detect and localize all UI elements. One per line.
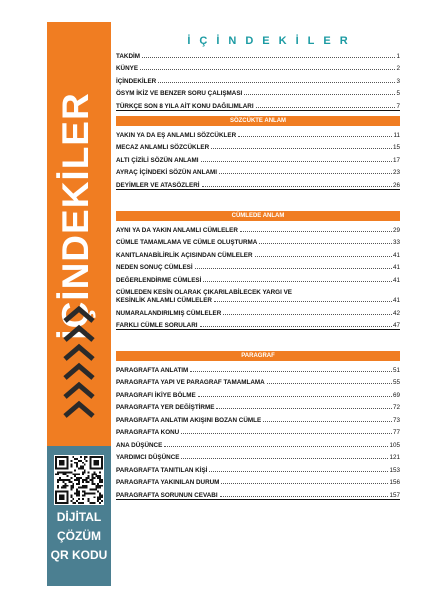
dot-leader (238, 136, 392, 137)
dot-leader (158, 82, 395, 83)
toc-entry-page: 47 (392, 322, 400, 329)
toc-entry (116, 164, 400, 177)
vertical-title: İÇİNDEKİLER (55, 92, 96, 340)
toc-entry-page: 41 (392, 297, 400, 304)
toc-entry-page: 156 (389, 479, 400, 486)
toc-entry (116, 97, 400, 110)
toc-entry-title: FARKLI CÜMLE SORULARI (116, 322, 198, 329)
toc-entry-title: PARAGRAFTA ANLATIM (116, 366, 189, 374)
toc-entry-title: PARAGRAFTA YAPI VE PARAGRAF TAMAMLAMA (116, 379, 265, 386)
section-sozcukte-anlam (116, 116, 400, 190)
dot-leader (221, 483, 388, 484)
toc-entry-title: ALTI ÇİZİLİ SÖZÜN ANLAMI (116, 156, 199, 164)
dot-leader (181, 433, 392, 434)
toc-entry (116, 259, 400, 272)
dot-leader (244, 94, 395, 95)
toc-entry (116, 399, 400, 412)
divider (116, 499, 400, 500)
toc-entry-title: TAKDİM (116, 52, 141, 60)
toc-entry (116, 221, 400, 234)
dot-leader (164, 446, 388, 447)
dot-leader (267, 383, 392, 384)
section-paragraf (116, 351, 400, 500)
chevron-icon (65, 385, 93, 397)
toc-entry-page: 41 (392, 276, 400, 284)
dot-leader (142, 57, 395, 58)
chevron-icon (65, 404, 93, 416)
dot-leader (209, 471, 388, 472)
toc-entry-title: PARAGRAFTA YER DEĞİŞTİRME (116, 404, 215, 411)
qr-caption-line-2: ÇÖZÜM (57, 529, 101, 543)
toc-entry (116, 126, 400, 139)
toc-entry-page: 69 (392, 391, 400, 399)
toc-entry-page: 26 (392, 181, 400, 189)
toc-entry-title: ÖSYM İKİZ VE BENZER SORU ÇALIŞMASI (116, 90, 243, 97)
toc-entry-title: AYNI YA DA YAKIN ANLAMLI CÜMLELER (116, 226, 238, 234)
toc-entry-title: İÇİNDEKİLER (116, 77, 157, 85)
toc-entry (116, 139, 400, 152)
chevron-icon (65, 328, 93, 340)
dot-leader (255, 256, 392, 257)
dot-leader (202, 186, 392, 187)
toc-entry-title: PARAGRAFTA ANLATIM AKIŞINI BOZAN CÜMLE (116, 416, 262, 424)
chevron-icon (65, 347, 93, 359)
toc-entry (116, 317, 400, 330)
toc-entry-title: PARAGRAFTA TANITILAN KİŞİ (116, 466, 208, 474)
toc-entry-title: ANA DÜŞÜNCE (116, 441, 163, 449)
dot-leader (259, 243, 392, 244)
toc-entry (116, 374, 400, 387)
toc-entry-page: 23 (392, 169, 400, 176)
toc-entry-page: 41 (392, 264, 400, 271)
dot-leader (219, 173, 392, 174)
toc-entry-page: 105 (389, 441, 400, 449)
toc-entry (116, 85, 400, 98)
divider (116, 329, 400, 330)
toc-entry-page: 29 (392, 226, 400, 234)
toc-entry-page: 51 (392, 366, 400, 374)
chevron-icon (65, 366, 93, 378)
dot-leader (220, 496, 389, 497)
dot-leader (256, 107, 396, 108)
dot-leader (140, 69, 395, 70)
toc-entry (116, 361, 400, 374)
qr-caption-line-3: QR KODU (50, 548, 108, 562)
toc-entry-title: PARAGRAFTA KONU (116, 429, 180, 436)
dot-leader (181, 458, 388, 459)
toc-entry-page: 153 (389, 466, 400, 474)
toc-entry-title: TÜRKÇE SON 8 YILA AİT KONU DAĞILIMLARI (116, 102, 254, 110)
toc-entry (116, 60, 400, 73)
toc-entry-title: KESİNLİK ANLAMLI CÜMLELER (116, 297, 212, 304)
toc-entry-page: 157 (389, 491, 400, 499)
toc-entry (116, 47, 400, 60)
toc-entry-page: 33 (392, 239, 400, 246)
toc-entry (116, 271, 400, 284)
toc-entry-page: 77 (392, 429, 400, 436)
toc-entry-title: PARAGRAFTA SORUNUN CEVABI (116, 491, 218, 499)
toc-entry (116, 151, 400, 164)
front-matter-list (116, 47, 400, 111)
toc-entry-page: 3 (396, 77, 400, 85)
toc-entry-title: KÜNYE (116, 65, 139, 72)
toc-entry-title: CÜMLEDEN KESİN OLARAK ÇIKARILABİLECEK YARGI VE (116, 289, 292, 296)
toc-entry-title: NEDEN SONUÇ CÜMLESİ (116, 264, 193, 271)
section-header-bar: PARAGRAF (116, 351, 400, 361)
toc-entry (116, 246, 400, 259)
dot-leader (198, 396, 392, 397)
dot-leader (200, 326, 392, 327)
toc-entry-page: 2 (396, 65, 400, 72)
toc-entry-title: PARAGRAFTA YAKINILAN DURUM (116, 479, 220, 486)
dot-leader (263, 421, 392, 422)
dot-leader (214, 301, 392, 302)
dot-leader (203, 281, 392, 282)
dot-leader (201, 161, 392, 162)
section-header-bar: SÖZCÜKTE ANLAM (116, 116, 400, 126)
toc-entry-page: 17 (392, 156, 400, 164)
toc-entry-title: PARAGRAFI İKİYE BÖLME (116, 391, 196, 399)
toc-entry-page: 121 (389, 454, 400, 461)
page-heading: İÇİNDEKİLER (187, 35, 357, 47)
chevron-icon (65, 309, 93, 321)
toc-entry-title: DEYİMLER VE ATASÖZLERİ (116, 181, 200, 189)
toc-entry-page: 41 (392, 251, 400, 259)
toc-entry-title: DEĞERLENDİRME CÜMLESİ (116, 276, 202, 284)
toc-entry-title: AYRAÇ İÇİNDEKİ SÖZÜN ANLAMI (116, 169, 217, 176)
toc-entry-page: 72 (392, 404, 400, 411)
dot-leader (211, 148, 392, 149)
dot-leader (223, 314, 392, 315)
toc-entry-page: 7 (396, 102, 400, 110)
toc-entry-page: 15 (392, 144, 400, 151)
qr-code-icon[interactable] (54, 455, 104, 505)
toc-entry (116, 411, 400, 424)
toc-entry-page: 1 (396, 52, 400, 60)
dot-leader (190, 371, 392, 372)
section-cumlede-anlam (116, 211, 400, 330)
toc-entry-title: MECAZ ANLAMLI SÖZCÜKLER (116, 144, 210, 151)
toc-entry (116, 486, 400, 499)
toc-entry (116, 304, 400, 317)
toc-entry (116, 176, 400, 189)
toc-entry-page: 73 (392, 416, 400, 424)
section-header-bar: CÜMLEDE ANLAM (116, 211, 400, 221)
toc-entry-title: CÜMLE TAMAMLAMA VE CÜMLE OLUŞTURMA (116, 239, 258, 246)
chevron-arrows-icon (61, 305, 97, 423)
dot-leader (216, 408, 392, 409)
qr-caption (47, 508, 111, 565)
toc-entry (116, 461, 400, 474)
toc-entry-title: YAKIN YA DA EŞ ANLAMLI SÖZCÜKLER (116, 131, 237, 139)
toc-entry-title: NUMARALANDIRILMIŞ CÜMLELER (116, 309, 222, 317)
toc-entry (116, 386, 400, 399)
dot-leader (240, 231, 392, 232)
toc-entry (116, 234, 400, 247)
toc-entry-page: 42 (392, 309, 400, 317)
toc-entry-page: 5 (396, 90, 400, 97)
toc-entry-title: KANITLANABİLİRLİK AÇISINDAN CÜMLELER (116, 251, 253, 259)
toc-entry (116, 474, 400, 487)
divider (116, 189, 400, 190)
toc-entry-page: 11 (393, 131, 400, 139)
toc-entry-title: YARDIMCI DÜŞÜNCE (116, 454, 180, 461)
toc-entry-page: 55 (392, 379, 400, 386)
toc-entry (116, 449, 400, 462)
toc-entry (116, 436, 400, 449)
dot-leader (195, 268, 392, 269)
qr-caption-line-1: DİJİTAL (56, 510, 102, 524)
divider (116, 110, 400, 111)
toc-entry (116, 424, 400, 437)
toc-entry (116, 72, 400, 85)
